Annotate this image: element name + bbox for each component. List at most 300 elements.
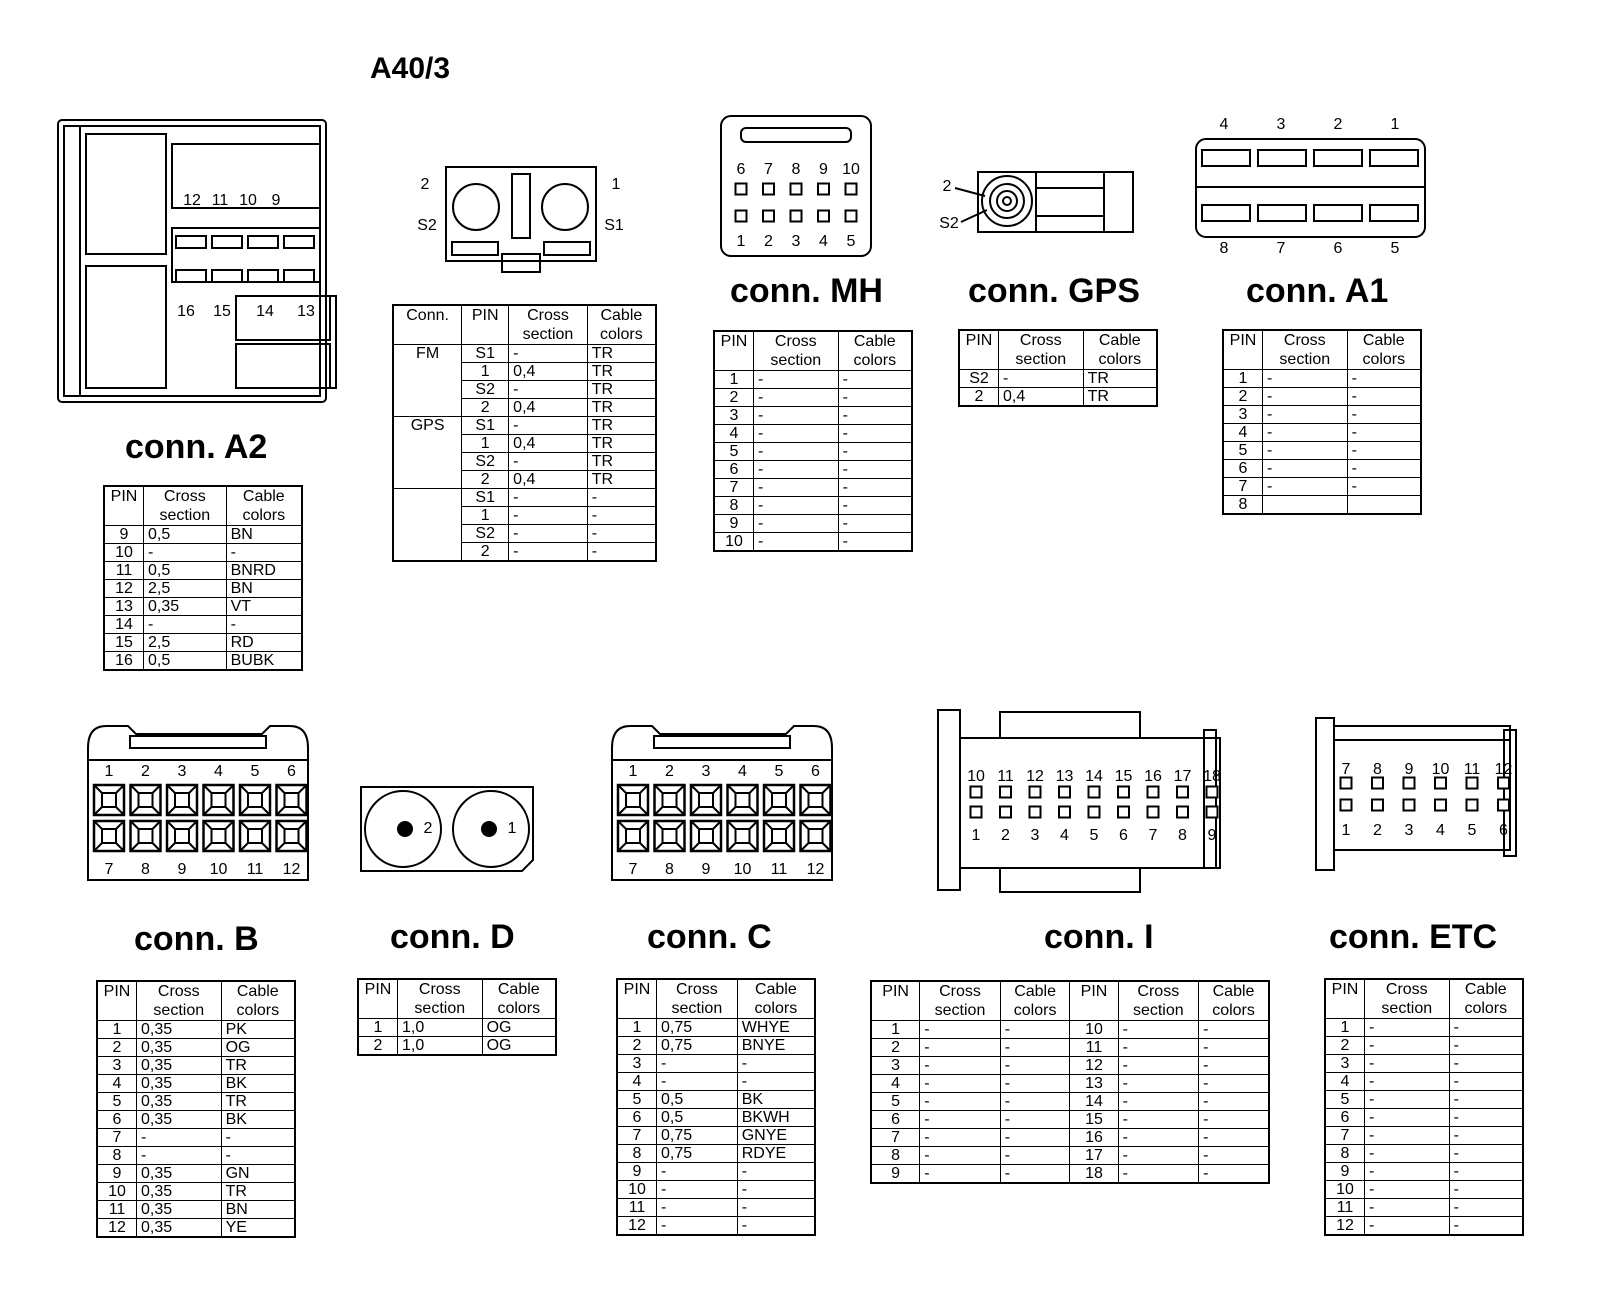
- table-row: [871, 1039, 1269, 1057]
- cross-section-cell: 0,75: [657, 1037, 738, 1055]
- pin-cell: 11: [617, 1199, 657, 1217]
- column-header: PIN: [104, 486, 144, 526]
- column-header: Cross section: [1365, 979, 1450, 1019]
- pin-cell: 7: [1325, 1127, 1365, 1145]
- pin-cell: 2: [462, 471, 509, 489]
- i-pin-label: 3: [1030, 827, 1040, 844]
- d-title: conn. D: [390, 918, 515, 956]
- pin-cell: 6: [714, 461, 754, 479]
- table-header: [714, 331, 912, 371]
- cable-color-cell: -: [587, 543, 656, 562]
- cable-color-cell: -: [1449, 1145, 1523, 1163]
- cross-section-cell: 0,35: [137, 1111, 222, 1129]
- table-header: [97, 981, 295, 1021]
- cross-section-cell: -: [657, 1055, 738, 1073]
- pin-cell: 12: [617, 1217, 657, 1236]
- i-pin-label: 11: [997, 768, 1014, 785]
- i-pin: [1207, 807, 1218, 818]
- cross-section-cell: 0,75: [657, 1019, 738, 1037]
- pin-cell: 7: [1223, 478, 1263, 496]
- cross-section-cell: -: [1118, 1057, 1199, 1075]
- cross-section-cell: -: [1118, 1075, 1199, 1093]
- b-pin-label: 9: [177, 861, 187, 878]
- table-row: [1325, 1109, 1523, 1127]
- cross-section-cell: -: [509, 381, 588, 399]
- b-pin-label: 3: [177, 763, 187, 780]
- cross-section-cell: -: [1118, 1111, 1199, 1129]
- cable-color-cell: RDYE: [737, 1145, 815, 1163]
- pin-cell: 12: [97, 1219, 137, 1238]
- pin-cell: 3: [1325, 1055, 1365, 1073]
- pin-cell: 1: [358, 1019, 398, 1037]
- cable-color-cell: -: [221, 1129, 295, 1147]
- cable-color-cell: BK: [221, 1111, 295, 1129]
- pin-cell: S2: [959, 370, 999, 388]
- i-pin: [1000, 807, 1011, 818]
- column-header: PIN: [1325, 979, 1365, 1019]
- mh-pin: [818, 184, 829, 195]
- table-row: [617, 1163, 815, 1181]
- column-header: Cable colors: [226, 486, 302, 526]
- pin-cell: 4: [617, 1073, 657, 1091]
- table-row: [1325, 1091, 1523, 1109]
- cable-color-cell: -: [1449, 1217, 1523, 1236]
- b-pin-label: 1: [104, 763, 114, 780]
- table-row: [97, 1039, 295, 1057]
- cross-section-cell: [1263, 496, 1348, 515]
- column-header: Cable colors: [587, 305, 656, 345]
- i-pin: [1000, 787, 1011, 798]
- i-pin-label: 1: [971, 827, 981, 844]
- pin-cell: 7: [871, 1129, 920, 1147]
- cross-section-cell: -: [509, 489, 588, 507]
- cross-section-cell: -: [920, 1057, 1001, 1075]
- cross-section-cell: 0,5: [657, 1109, 738, 1127]
- table-row: [104, 562, 302, 580]
- a1-pin-label: 1: [1390, 116, 1400, 133]
- mh-pin-label: 3: [791, 233, 801, 250]
- pin-cell: 12: [1070, 1057, 1118, 1075]
- cable-color-cell: BN: [221, 1201, 295, 1219]
- c-pin-cavity: [663, 793, 677, 807]
- c-pin-cavity: [663, 829, 677, 843]
- cross-section-cell: 0,35: [137, 1075, 222, 1093]
- b-pin-label: 11: [246, 861, 264, 878]
- cross-section-cell: -: [137, 1147, 222, 1165]
- cable-color-cell: -: [1449, 1091, 1523, 1109]
- table-row: [1223, 424, 1421, 442]
- cross-section-cell: -: [1365, 1109, 1450, 1127]
- cross-section-cell: -: [657, 1181, 738, 1199]
- pin-cell: 1: [462, 435, 509, 453]
- table-row: [1325, 1127, 1523, 1145]
- cable-color-cell: -: [737, 1181, 815, 1199]
- etc-pin: [1372, 800, 1383, 811]
- c-pin-cavity: [736, 829, 750, 843]
- i-pin: [1059, 787, 1070, 798]
- etc-pin-label: 10: [1431, 761, 1450, 778]
- b-pin-cavity: [175, 793, 189, 807]
- pin-cell: 16: [104, 652, 144, 671]
- cable-color-cell: TR: [221, 1093, 295, 1111]
- pin-cell: 7: [714, 479, 754, 497]
- column-header: PIN: [1223, 330, 1263, 370]
- c-pin-label: 9: [701, 861, 711, 878]
- etc-pin: [1404, 800, 1415, 811]
- table-row: [97, 1057, 295, 1075]
- pin-cell: S1: [462, 345, 509, 363]
- cross-section-cell: -: [1118, 1021, 1199, 1039]
- pin-cell: 8: [871, 1147, 920, 1165]
- a2-pin-slot: [212, 236, 242, 248]
- pin-cell: 14: [1070, 1093, 1118, 1111]
- table-row: [714, 389, 912, 407]
- c-pin-label: 12: [806, 861, 825, 878]
- cross-section-cell: -: [920, 1039, 1001, 1057]
- a2-pin-slot: [284, 270, 314, 282]
- table-row: [714, 515, 912, 533]
- mh-pin-label: 7: [764, 161, 773, 178]
- cable-color-cell: BK: [737, 1091, 815, 1109]
- cable-color-cell: RD: [226, 634, 302, 652]
- i-pin: [1118, 807, 1129, 818]
- cross-section-cell: 0,35: [137, 1021, 222, 1039]
- cross-section-cell: -: [509, 543, 588, 562]
- table-row: [97, 1165, 295, 1183]
- pin-cell: 2: [1325, 1037, 1365, 1055]
- antenna-pin-label: S1: [604, 217, 624, 234]
- column-header: Cross section: [1263, 330, 1348, 370]
- table-row: [617, 1181, 815, 1199]
- cable-color-cell: TR: [587, 453, 656, 471]
- antenna-pin-table: [392, 304, 657, 562]
- i-pin: [1030, 807, 1041, 818]
- cross-section-cell: -: [657, 1217, 738, 1236]
- a1-pin-label: 5: [1390, 240, 1400, 257]
- c-pin-cavity: [699, 829, 713, 843]
- i-pin: [1118, 787, 1129, 798]
- i-pin: [1177, 807, 1188, 818]
- column-header: Cross section: [509, 305, 588, 345]
- antenna-connector-drawing: [446, 167, 596, 272]
- cable-color-cell: -: [1449, 1163, 1523, 1181]
- cable-color-cell: -: [226, 616, 302, 634]
- c-pin-cavity: [626, 793, 640, 807]
- cross-section-cell: -: [1118, 1147, 1199, 1165]
- pin-cell: S2: [462, 381, 509, 399]
- cross-section-cell: -: [920, 1021, 1001, 1039]
- mh-pin-label: 9: [819, 161, 828, 178]
- pin-cell: 3: [617, 1055, 657, 1073]
- pin-cell: 9: [617, 1163, 657, 1181]
- b-pin-cavity: [175, 829, 189, 843]
- column-header: Cable colors: [221, 981, 295, 1021]
- cross-section-cell: -: [754, 389, 839, 407]
- column-header: Cable colors: [1083, 330, 1157, 370]
- table-row: [617, 1055, 815, 1073]
- cross-section-cell: 0,35: [137, 1057, 222, 1075]
- gps-pin-label: S2: [939, 215, 959, 232]
- b-pin-table: [96, 980, 296, 1238]
- c-pin-label: 4: [738, 763, 747, 780]
- cable-color-cell: TR: [221, 1183, 295, 1201]
- d-pin-label: 1: [507, 820, 517, 837]
- cross-section-cell: 0,35: [137, 1039, 222, 1057]
- cross-section-cell: -: [754, 461, 839, 479]
- cross-section-cell: -: [920, 1075, 1001, 1093]
- mh-pin: [763, 184, 774, 195]
- cable-color-cell: -: [1199, 1093, 1269, 1111]
- a2-pin-slot: [176, 270, 206, 282]
- table-row: [714, 425, 912, 443]
- cable-color-cell: -: [221, 1147, 295, 1165]
- column-header: Cross section: [144, 486, 227, 526]
- table-row: [1223, 496, 1421, 515]
- b-pin-cavity: [248, 829, 262, 843]
- mh-pin-label: 5: [846, 233, 856, 250]
- cable-color-cell: -: [1199, 1165, 1269, 1184]
- a1-pin-slot: [1258, 205, 1306, 221]
- cross-section-cell: -: [1365, 1055, 1450, 1073]
- cross-section-cell: -: [1118, 1093, 1199, 1111]
- a1-pin-label: 6: [1333, 240, 1343, 257]
- pin-cell: 9: [97, 1165, 137, 1183]
- cross-section-cell: -: [1118, 1129, 1199, 1147]
- etc-pin-label: 4: [1436, 822, 1445, 839]
- cable-color-cell: TR: [221, 1057, 295, 1075]
- column-header: Cable colors: [838, 331, 912, 371]
- table-row: [104, 580, 302, 598]
- cable-color-cell: -: [1199, 1057, 1269, 1075]
- d-pin-contact: [397, 821, 413, 837]
- cable-color-cell: TR: [587, 381, 656, 399]
- b-pin-label: 4: [214, 763, 223, 780]
- table-row: [617, 1127, 815, 1145]
- pin-cell: 8: [1223, 496, 1263, 515]
- pin-cell: 12: [1325, 1217, 1365, 1236]
- table-row: [714, 443, 912, 461]
- cross-section-cell: 1,0: [398, 1037, 483, 1056]
- cross-section-cell: -: [920, 1111, 1001, 1129]
- cross-section-cell: -: [1263, 460, 1348, 478]
- cable-color-cell: -: [1347, 460, 1421, 478]
- cross-section-cell: -: [509, 345, 588, 363]
- pin-cell: 2: [97, 1039, 137, 1057]
- cable-color-cell: -: [1449, 1127, 1523, 1145]
- pin-cell: 2: [714, 389, 754, 407]
- cross-section-cell: 0,75: [657, 1145, 738, 1163]
- pin-cell: 4: [714, 425, 754, 443]
- table-row: [1325, 1037, 1523, 1055]
- cross-section-cell: 0,35: [137, 1165, 222, 1183]
- cross-section-cell: 1,0: [398, 1019, 483, 1037]
- etc-pin-label: 1: [1341, 822, 1351, 839]
- etc-pin-label: 11: [1463, 761, 1481, 778]
- etc-pin: [1498, 778, 1509, 789]
- etc-connector-drawing: [1316, 718, 1516, 870]
- cross-section-cell: 0,75: [657, 1127, 738, 1145]
- cross-section-cell: -: [1365, 1217, 1450, 1236]
- mh-pin: [791, 211, 802, 222]
- column-header: Cross section: [999, 330, 1084, 370]
- column-header: PIN: [714, 331, 754, 371]
- mh-pin-label: 2: [764, 233, 773, 250]
- pin-cell: 18: [1070, 1165, 1118, 1184]
- a1-pin-slot: [1370, 150, 1418, 166]
- cable-color-cell: -: [737, 1055, 815, 1073]
- c-pin-cavity: [736, 793, 750, 807]
- cable-color-cell: TR: [587, 435, 656, 453]
- mh-pin-table: [713, 330, 913, 552]
- a1-pin-label: 3: [1276, 116, 1286, 133]
- pin-cell: S2: [462, 525, 509, 543]
- mh-pin-label: 4: [819, 233, 828, 250]
- cable-color-cell: -: [1199, 1111, 1269, 1129]
- c-pin-cavity: [699, 793, 713, 807]
- pin-cell: 10: [1070, 1021, 1118, 1039]
- etc-pin-label: 8: [1373, 761, 1382, 778]
- table-row: [959, 388, 1157, 407]
- cable-color-cell: -: [737, 1199, 815, 1217]
- cable-color-cell: OG: [482, 1019, 556, 1037]
- table-row: [1325, 1055, 1523, 1073]
- column-header: PIN: [617, 979, 657, 1019]
- gps-pin-table: [958, 329, 1158, 407]
- a2-connector-drawing: [58, 120, 336, 402]
- cross-section-cell: -: [1365, 1163, 1450, 1181]
- cable-color-cell: -: [1449, 1181, 1523, 1199]
- pin-cell: 13: [1070, 1075, 1118, 1093]
- pin-cell: 1: [617, 1019, 657, 1037]
- table-header: [1223, 330, 1421, 370]
- cross-section-cell: -: [920, 1165, 1001, 1184]
- a2-pin-label: 12: [183, 192, 201, 209]
- cross-section-cell: -: [754, 407, 839, 425]
- pin-cell: 2: [462, 399, 509, 417]
- cable-color-cell: -: [838, 533, 912, 552]
- c-pin-label: 8: [665, 861, 674, 878]
- table-row: [871, 1147, 1269, 1165]
- i-pin: [1148, 807, 1159, 818]
- column-header: Cross section: [1118, 981, 1199, 1021]
- cable-color-cell: -: [737, 1217, 815, 1236]
- table-header: [871, 981, 1269, 1021]
- mh-title: conn. MH: [730, 272, 883, 310]
- etc-pin-label: 6: [1499, 822, 1508, 839]
- c-pin-cavity: [772, 829, 786, 843]
- cross-section-cell: -: [1365, 1181, 1450, 1199]
- table-row: [97, 1147, 295, 1165]
- table-header: [617, 979, 815, 1019]
- pin-cell: 2: [617, 1037, 657, 1055]
- table-row: [1325, 1217, 1523, 1236]
- cross-section-cell: -: [1365, 1091, 1450, 1109]
- pin-cell: 3: [871, 1057, 920, 1075]
- pin-cell: 1: [1223, 370, 1263, 388]
- gps-title: conn. GPS: [968, 272, 1140, 310]
- etc-pin-table: [1324, 978, 1524, 1236]
- cross-section-cell: -: [137, 1129, 222, 1147]
- pin-cell: 8: [1325, 1145, 1365, 1163]
- etc-pin: [1372, 778, 1383, 789]
- cross-section-cell: -: [144, 544, 227, 562]
- cross-section-cell: -: [1365, 1019, 1450, 1037]
- conn-group-cell: GPS: [393, 417, 462, 489]
- b-pin-cavity: [139, 793, 153, 807]
- c-pin-cavity: [772, 793, 786, 807]
- c-pin-label: 10: [733, 861, 752, 878]
- table-row: [104, 598, 302, 616]
- i-pin: [1089, 807, 1100, 818]
- etc-pin-label: 5: [1467, 822, 1477, 839]
- cable-color-cell: -: [1199, 1039, 1269, 1057]
- pin-cell: 2: [462, 543, 509, 562]
- table-row: [871, 1075, 1269, 1093]
- b-pin-cavity: [212, 829, 226, 843]
- table-row: [393, 417, 656, 435]
- cable-color-cell: BNRD: [226, 562, 302, 580]
- pin-cell: 12: [104, 580, 144, 598]
- pin-cell: 3: [714, 407, 754, 425]
- table-header: [1325, 979, 1523, 1019]
- table-row: [1325, 1181, 1523, 1199]
- cross-section-cell: -: [1263, 370, 1348, 388]
- cross-section-cell: 0,35: [137, 1093, 222, 1111]
- c-pin-table: [616, 978, 816, 1236]
- cross-section-cell: -: [1263, 424, 1348, 442]
- etc-pin: [1404, 778, 1415, 789]
- mh-pin-label: 10: [842, 161, 860, 178]
- column-header: PIN: [358, 979, 398, 1019]
- etc-pin: [1341, 778, 1352, 789]
- cable-color-cell: VT: [226, 598, 302, 616]
- antenna-pin-label: 1: [611, 176, 621, 193]
- table-row: [959, 370, 1157, 388]
- column-header: PIN: [1070, 981, 1118, 1021]
- i-pin-label: 17: [1173, 768, 1192, 785]
- cable-color-cell: -: [838, 371, 912, 389]
- pin-cell: 15: [104, 634, 144, 652]
- cross-section-cell: -: [1263, 388, 1348, 406]
- i-pin: [971, 787, 982, 798]
- etc-pin: [1435, 778, 1446, 789]
- pin-cell: 4: [871, 1075, 920, 1093]
- cable-color-cell: [1347, 496, 1421, 515]
- cable-color-cell: -: [838, 425, 912, 443]
- table-row: [871, 1111, 1269, 1129]
- cable-color-cell: -: [1000, 1147, 1070, 1165]
- cable-color-cell: -: [1000, 1057, 1070, 1075]
- i-pin-label: 14: [1085, 768, 1103, 785]
- pin-cell: 8: [617, 1145, 657, 1163]
- column-header: PIN: [462, 305, 509, 345]
- cross-section-cell: 0,5: [144, 562, 227, 580]
- mh-pin: [846, 184, 857, 195]
- pin-cell: 2: [358, 1037, 398, 1056]
- cable-color-cell: -: [1000, 1093, 1070, 1111]
- cable-color-cell: -: [838, 407, 912, 425]
- pin-cell: 9: [1325, 1163, 1365, 1181]
- i-pin-label: 7: [1148, 827, 1158, 844]
- cable-color-cell: -: [1000, 1021, 1070, 1039]
- column-header: Cable colors: [737, 979, 815, 1019]
- i-title: conn. I: [1044, 918, 1154, 956]
- cable-color-cell: -: [1000, 1075, 1070, 1093]
- table-row: [1223, 460, 1421, 478]
- mh-pin-label: 6: [736, 161, 746, 178]
- cross-section-cell: 0,4: [509, 363, 588, 381]
- cable-color-cell: -: [1199, 1129, 1269, 1147]
